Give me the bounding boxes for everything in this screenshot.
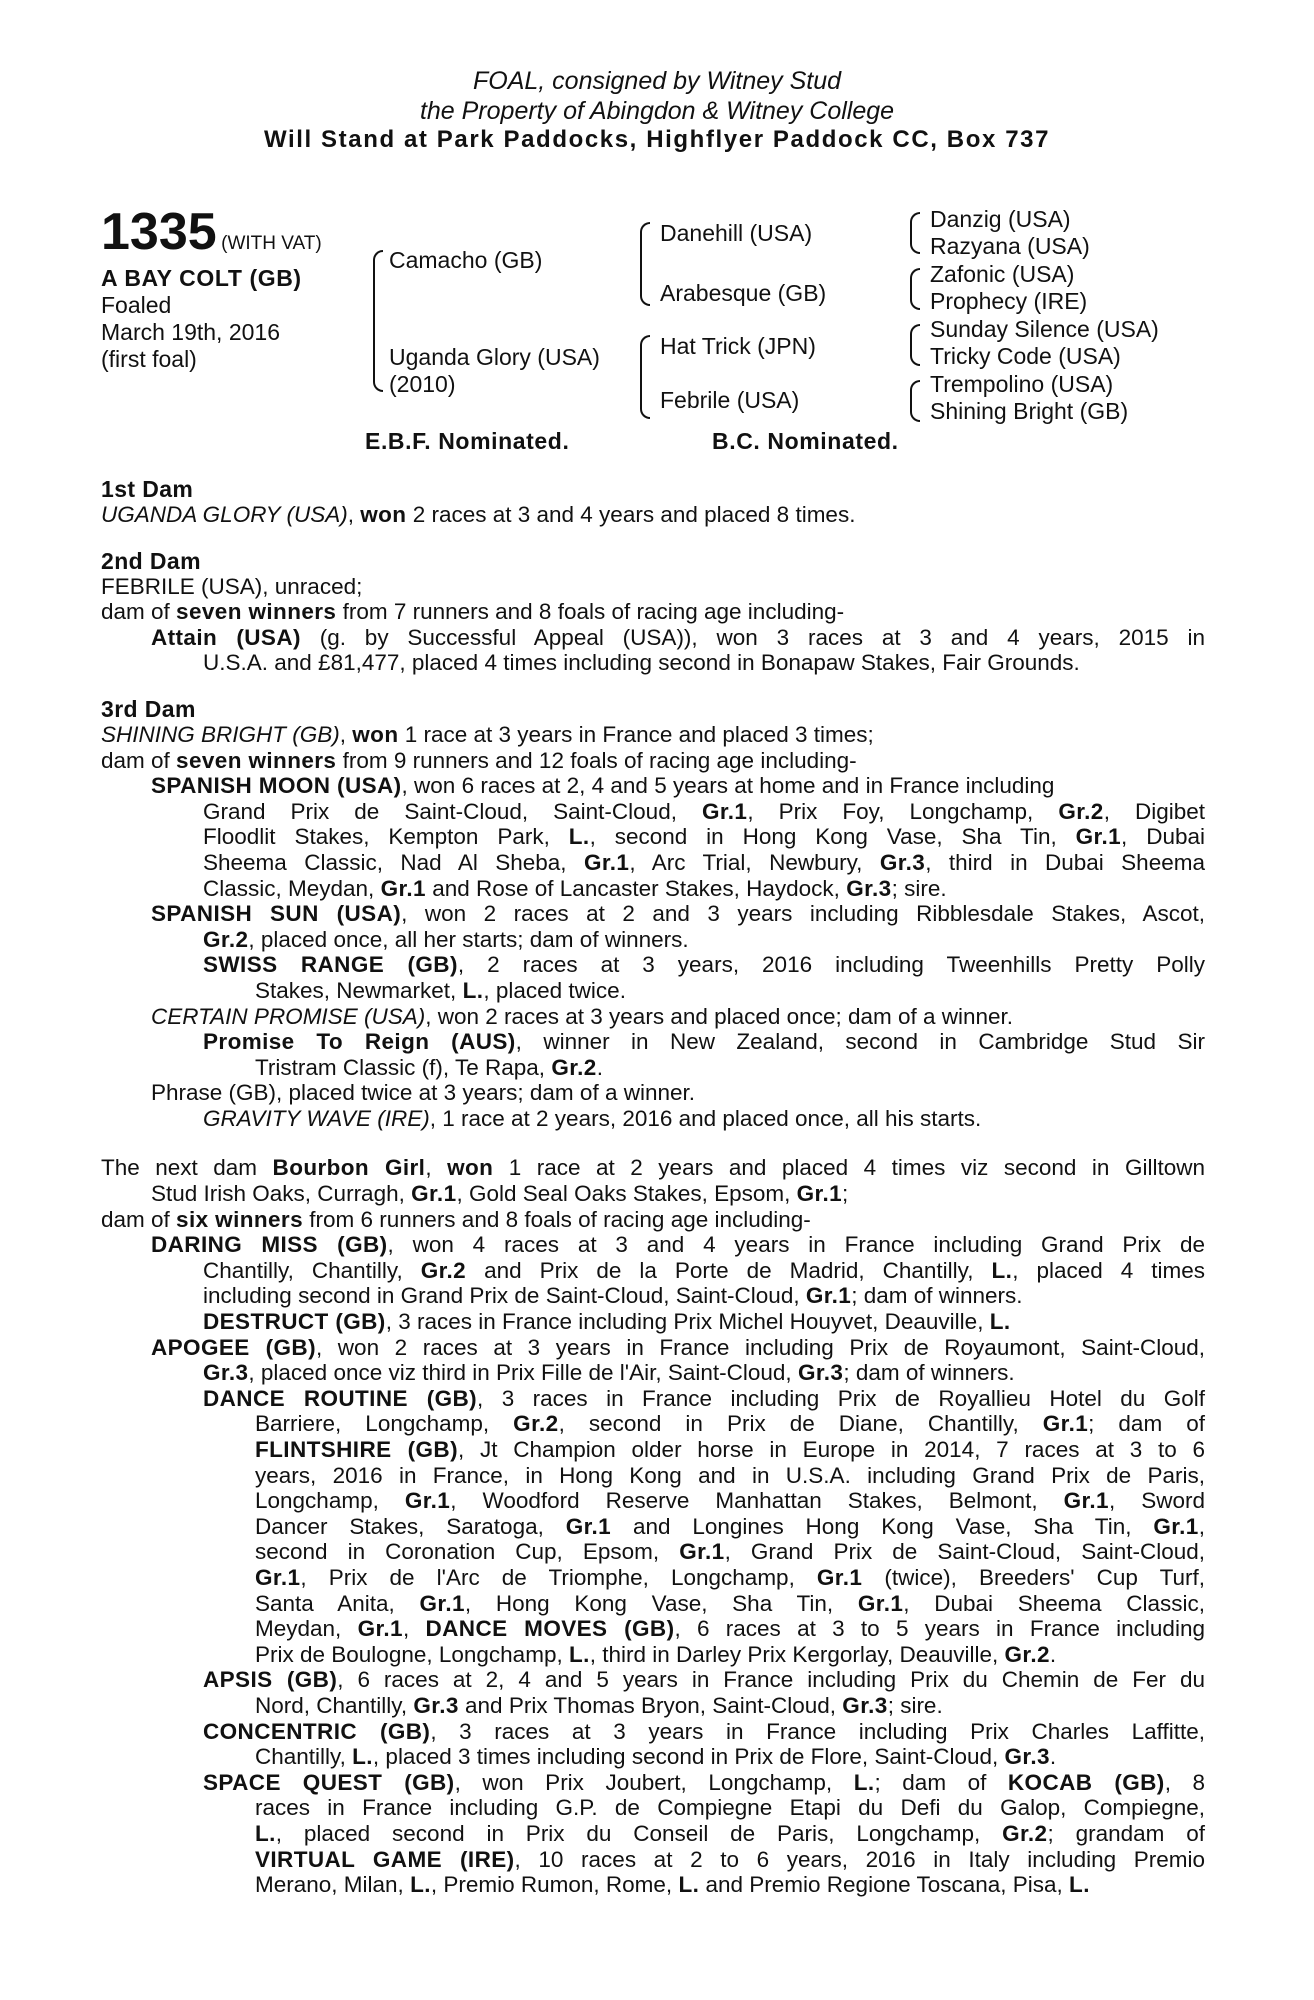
space-quest-entry: SPACE QUEST (GB), won Prix Joubert, Longchamp, L.; dam of KOCAB (GB), 8 races in France including G.P. de Compiegne Etapi du Defi du Galop, Compiegne, L., placed second in Prix du Conseil de Paris, Longchamp, Gr.2; grandam of VIRTUAL GAME (IRE), 10 races at 2 to 6 years, 2016 in Italy including Premio Merano, Milan, L., Premio Rumon, Rome, L. and Premio Regione Toscana, Pisa, L. [203, 1769, 1206, 1898]
daring-miss-entry: DARING MISS (GB), won 4 races at 3 and 4 years in France including Grand Prix de Chantilly, Chantilly, Gr.2 and Prix de la Porte de Madrid, Chantilly, L., placed 4 times including second in Grand Prix de Saint-Cloud, Saint-Cloud, Gr.1; dam of winners. [151, 1232, 1205, 1309]
next-dam-section [101, 1155, 1205, 1897]
apsis-entry: APSIS (GB), 6 races at 2, 4 and 5 years in France including Prix du Chemin de Fer du Nord, Chantilly, Gr.3 and Prix Thomas Bryon, Saint-Cloud, Gr.3; sire. [203, 1667, 1205, 1718]
foaled-date: March 19th, 2016 [101, 319, 281, 345]
first-dam-section [101, 476, 1205, 528]
second-dam-line1: FEBRILE (USA), unraced; [101, 573, 363, 599]
pedigree-dam-dam: Febrile (USA) [660, 387, 800, 413]
spanish-sun-entry: SPANISH SUN (USA), won 2 races at 2 and 3 years including Ribblesdale Stakes, Ascot, Gr.2, placed once, all her starts; dam of winners. [151, 901, 1205, 952]
second-dam-dam-of: dam of seven winners from 7 runners and 8 foals of racing age including- [101, 599, 845, 625]
brace-sire-parents [640, 222, 650, 306]
pedigree-g1: Danzig (USA) [930, 206, 1071, 232]
first-dam-heading: 1st Dam [101, 476, 194, 502]
pedigree-dam-year: (2010) [389, 371, 456, 397]
pedigree-g4: Prophecy (IRE) [930, 288, 1088, 314]
lot-number: 1335 [101, 203, 217, 261]
third-dam-dam-of: dam of seven winners from 9 runners and 12 foals of racing age including- [101, 747, 857, 773]
header-stand: Will Stand at Park Paddocks, Highflyer Paddock CC, Box 737 [263, 126, 1051, 153]
dance-routine-entry: DANCE ROUTINE (GB), 3 races in France including Prix de Royallieu Hotel du Golf Barriere, Longchamp, Gr.2, second in Prix de Diane, Chantilly, Gr.1; dam of FLINTSHIRE (GB), Jt Champion older horse in Europe in 2014, 7 races at 3 to 6 years, 2016 in France, in Hong Kong and in U.S.A. including Grand Prix de Paris, Longchamp, Gr.1, Woodford Reserve Manhattan Stakes, Belmont, Gr.1, Sword Dancer Stakes, Saratoga, Gr.1 and Longines Hong Kong Vase, Sha Tin, Gr.1, second in Coronation Cup, Epsom, Gr.1, Grand Prix de Saint-Cloud, Saint-Cloud, Gr.1, Prix de l'Arc de Triomphe, Longchamp, Gr.1 (twice), Breeders' Cup Turf, Santa Anita, Gr.1, Hong Kong Vase, Sha Tin, Gr.1, Dubai Sheema Classic, Meydan, Gr.1, DANCE MOVES (GB), 6 races at 3 to 5 years in France including Prix de Boulogne, Longchamp, L., third in Darley Prix Kergorlay, Deauville, Gr.2. [203, 1385, 1206, 1667]
attain-entry-cont: U.S.A. and £81,477, placed 4 times including second in Bonapaw Stakes, Fair Grounds. [203, 650, 1080, 676]
pedigree-g8: Shining Bright (GB) [930, 398, 1129, 424]
foal-note: (first foal) [101, 346, 197, 372]
pedigree-sire: Camacho (GB) [389, 247, 543, 273]
ebf-nominated: E.B.F. Nominated. [365, 428, 570, 454]
first-dam-text: UGANDA GLORY (USA), won 2 races at 3 and 4 years and placed 8 times. [101, 502, 856, 527]
header-property: the Property of Abingdon & Witney College [419, 97, 895, 125]
brace-g4 [910, 380, 920, 422]
brace-g2 [910, 268, 920, 310]
promise-to-reign-entry: Promise To Reign (AUS), winner in New Zealand, second in Cambridge Stud Sir Tristram Classic (f), Te Rapa, Gr.2. [203, 1029, 1205, 1080]
brace-g3 [910, 324, 920, 366]
pedigree-sire-sire: Danehill (USA) [660, 220, 813, 246]
pedigree-g2: Razyana (USA) [930, 233, 1090, 259]
lot-description: A BAY COLT (GB) [101, 265, 302, 291]
third-dam-section [101, 696, 1205, 1132]
pedigree-g5: Sunday Silence (USA) [930, 316, 1159, 342]
pedigree-sire-dam: Arabesque (GB) [660, 280, 827, 306]
vat-note: (WITH VAT) [221, 233, 322, 254]
gravity-wave-entry: GRAVITY WAVE (IRE), 1 race at 2 years, 2016 and placed once, all his starts. [203, 1105, 982, 1131]
pedigree-dam: Uganda Glory (USA) [389, 344, 600, 370]
spanish-moon-entry: SPANISH MOON (USA), won 6 races at 2, 4 and 5 years at home and in France including Grand Prix de Saint-Cloud, Saint-Cloud, Gr.1, Prix Foy, Longchamp, Gr.2, Digibet Floodlit Stakes, Kempton Park, L., second in Hong Kong Vase, Sha Tin, Gr.1, Dubai Sheema Classic, Nad Al Sheba, Gr.1, Arc Trial, Newbury, Gr.3, third in Dubai Sheema Classic, Meydan, Gr.1 and Rose of Lancaster Stakes, Haydock, Gr.3; sire. [151, 773, 1205, 901]
concentric-entry: CONCENTRIC (GB), 3 races at 3 years in France including Prix Charles Laffitte, Chantilly, L., placed 3 times including second in Prix de Flore, Saint-Cloud, Gr.3. [203, 1718, 1205, 1770]
pedigree-g3: Zafonic (USA) [930, 261, 1075, 287]
bc-nominated: B.C. Nominated. [712, 428, 899, 454]
brace-g1 [910, 212, 920, 254]
attain-entry: Attain (USA) (g. by Successful Appeal (USA)), won 3 races at 3 and 4 years, 2015 in [151, 624, 1205, 650]
pedigree-g6: Tricky Code (USA) [930, 343, 1121, 369]
second-dam-heading: 2nd Dam [101, 547, 201, 574]
catalogue-body [101, 476, 1205, 1898]
next-dam-dam-of: dam of six winners from 6 runners and 8 foals of racing age including- [101, 1206, 811, 1232]
header-consignor: FOAL, consigned by Witney Stud [472, 67, 842, 95]
swiss-range-entry: SWISS RANGE (GB), 2 races at 3 years, 2016 including Tweenhills Pretty Polly Stakes, Newmarket, L., placed twice. [203, 952, 1205, 1003]
apogee-entry: APOGEE (GB), won 2 races at 3 years in France including Prix de Royaumont, Saint-Cloud, Gr.3, placed once viz third in Prix Fille de l'Air, Saint-Cloud, Gr.3; dam of winners. [151, 1334, 1205, 1386]
lot-number-block [101, 205, 322, 259]
phrase-entry: Phrase (GB), placed twice at 3 years; dam of a winner. [151, 1080, 695, 1106]
second-dam-section [101, 548, 1205, 676]
destruct-entry: DESTRUCT (GB), 3 races in France including Prix Michel Houyvet, Deauville, L. [203, 1309, 1011, 1335]
next-dam-text: The next dam Bourbon Girl, won 1 race at 2 years and placed 4 times viz second in Gilltown Stud Irish Oaks, Curragh, Gr.1, Gold Seal Oaks Stakes, Epsom, Gr.1; [101, 1155, 1205, 1207]
third-dam-text: SHINING BRIGHT (GB), won 1 race at 3 years in France and placed 3 times; [101, 721, 874, 747]
brace-sire-dam [373, 250, 383, 392]
brace-dam-parents [640, 335, 650, 419]
pedigree-dam-sire: Hat Trick (JPN) [660, 333, 816, 359]
third-dam-heading: 3rd Dam [101, 695, 196, 722]
pedigree-g7: Trempolino (USA) [930, 371, 1114, 397]
foaled-label: Foaled [101, 292, 172, 318]
certain-promise-entry: CERTAIN PROMISE (USA), won 2 races at 3 years and placed once; dam of a winner. [151, 1003, 1014, 1029]
